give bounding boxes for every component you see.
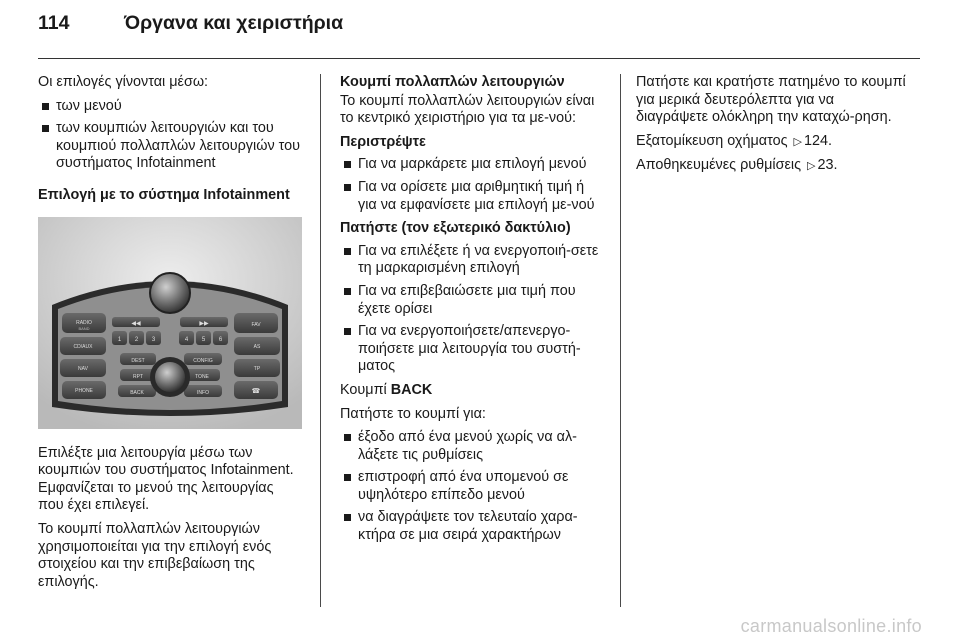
ref-page: 23. (817, 157, 838, 174)
back-list (340, 429, 606, 545)
list-item: Για να μαρκάρετε μια επιλογή μενού (340, 156, 606, 174)
radio-label: RADIO (76, 319, 92, 326)
preset-key-6-label: 6 (218, 336, 223, 343)
tone-label: TONE (195, 373, 209, 380)
cross-reference (636, 133, 906, 152)
paragraph: Πατήστε το κουμπί για: (340, 405, 486, 422)
reference-arrow-icon: ▷ (793, 135, 802, 148)
ref-text: Αποθηκευμένες ρυθμίσεις (636, 157, 802, 174)
page-header (38, 12, 343, 35)
press-list (340, 243, 606, 376)
list-item: επιστροφή από ένα υπομενού σε υψηλότερο επίπεδο μενού (340, 469, 606, 504)
paragraph: Πατήστε και κρατήστε πατημένο το κουμπί για μερικά δευτερόλεπτα για να διαγράψετε ολόκληρη την καταχώ-ρηση. (636, 74, 906, 126)
section-heading: Επιλογή με το σύστημα Infotainment (38, 186, 290, 203)
subheading-press: Πατήστε (τον εξωτερικό δακτύλιο) (340, 220, 571, 237)
list-item: έξοδο από ένα μενού χωρίς να αλ-λάξετε τις ρυθμίσεις (340, 429, 606, 464)
back-label: BACK (130, 389, 144, 396)
paragraph: Το κουμπί πολλαπλών λειτουργιών χρησιμοποιείται για την επιλογή ενός στοιχείου και την επιβεβαίωση της επιλογής. (38, 520, 272, 590)
list-item: Για να ενεργοποιήσετε/απενεργο-ποιήσετε μια λειτουργία του συστή-ματος (340, 323, 606, 376)
turn-list (340, 156, 606, 214)
back-key-label: BACK (390, 381, 433, 398)
preset-key-5-label: 5 (201, 336, 206, 343)
cross-reference (636, 157, 906, 176)
power-volume-knob[interactable] (150, 273, 190, 313)
info-label: INFO (197, 389, 209, 396)
rpt-label: RPT (133, 373, 143, 380)
paragraph: Επιλέξτε μια λειτουργία μέσω των κουμπιών του συστήματος Infotainment. Εμφανίζεται το μενού της λειτουργίας που έχει επιλεγεί. (38, 444, 294, 514)
multifunction-knob[interactable] (155, 362, 185, 392)
dest-label: DEST (131, 357, 145, 364)
preset-key-4-label: 4 (184, 336, 189, 343)
cd-aux-label: CD/AUX (73, 343, 93, 350)
column-divider (320, 74, 321, 607)
column-1 (38, 74, 302, 597)
page-number: 114 (38, 12, 70, 34)
list-item: να διαγράψετε τον τελευταίο χαρα-κτήρα σε μια σειρά χαρακτήρων (340, 509, 606, 544)
fav-label: FAV (251, 321, 261, 328)
infotainment-panel-image (38, 217, 302, 429)
nav-label: NAV (78, 365, 88, 372)
header-rule (38, 58, 920, 59)
reference-arrow-icon: ▷ (807, 160, 816, 173)
preset-key-1-label: 1 (117, 336, 122, 343)
column-3 (636, 74, 906, 182)
column-2 (340, 74, 606, 551)
list-item: Για να επιλέξετε ή να ενεργοποιή-σετε τη μαρκαρισμένη επιλογή (340, 243, 606, 278)
seek-back-icon: ◀◀ (131, 320, 141, 327)
tp-label: TP (253, 365, 261, 372)
back-prefix: Κουμπί (340, 381, 387, 398)
list-item: των μενού (38, 98, 302, 116)
preset-key-3-label: 3 (151, 336, 156, 343)
preset-key-2-label: 2 (134, 336, 139, 343)
intro-list (38, 98, 302, 173)
intro-text: Οι επιλογές γίνονται μέσω: (38, 74, 209, 90)
ref-page: 124. (803, 132, 832, 149)
paragraph: Το κουμπί πολλαπλών λειτουργιών είναι το κεντρικό χειριστήριο για τα με-νού: (340, 92, 595, 127)
seek-forward-icon: ▶▶ (199, 320, 209, 327)
watermark: carmanualsonline.info (740, 616, 922, 636)
list-item: Για να ορίσετε μια αριθμητική τιμή ή για να εμφανίσετε μια επιλογή με-νού (340, 179, 606, 214)
back-button-heading (340, 382, 606, 400)
ref-text: Εξατομίκευση οχήματος (636, 132, 788, 149)
subheading-turn: Περιστρέψτε (340, 133, 426, 150)
section-heading: Κουμπί πολλαπλών λειτουργιών (340, 74, 565, 90)
column-divider (620, 74, 621, 607)
phone-off-icon: ☎ (251, 387, 261, 395)
config-label: CONFIG (193, 357, 213, 364)
page-title: Όργανα και χειριστήρια (124, 12, 344, 34)
phone-label: PHONE (75, 387, 93, 394)
as-label: AS (253, 343, 261, 350)
list-item: Για να επιβεβαιώσετε μια τιμή που έχετε ορίσει (340, 283, 606, 318)
band-label: BAND (78, 325, 90, 331)
list-item: των κουμπιών λειτουργιών και του κουμπιού πολλαπλών λειτουργιών του συστήματος Infotainment (38, 120, 302, 173)
